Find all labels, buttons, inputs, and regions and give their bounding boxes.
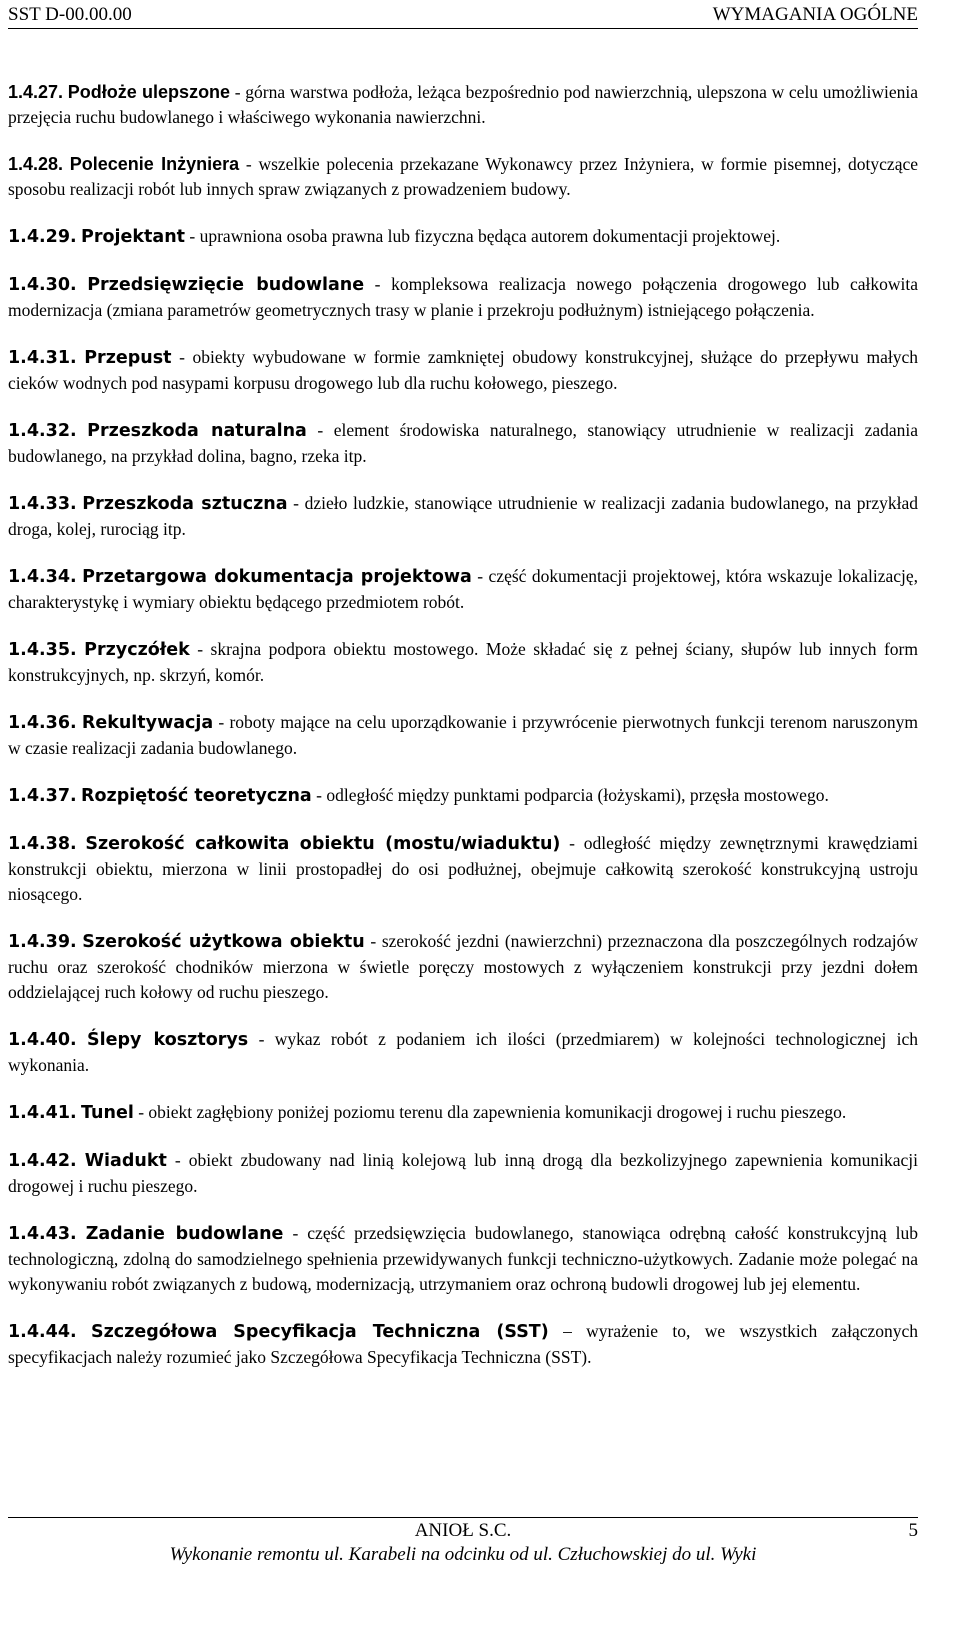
entry-term: Przeszkoda sztuczna [82, 494, 288, 514]
entry-definition: - wykaz robót z podaniem ich ilości (przedmiarem) w kolejności technologicznej ich wykonania. [8, 1029, 919, 1075]
header-spec-code: SST D-00.00.00 [8, 4, 132, 25]
entry-definition: - część przedsięwzięcia budowlanego, stanowiąca odrębną całość konstrukcyjną lub technologiczną, zdolną do samodzielnego spełnienia przewidywanych funkcji techniczno-użytkowych. Zadanie może polegać na wykonywaniu robót związanych z budową, modernizacją, utrzymaniem oraz ochroną budowli drogowej lub jej elementu. [8, 1223, 919, 1294]
entry-term: Polecenie Inżyniera [69, 154, 240, 174]
entry-number: 1.4.39. [8, 932, 77, 952]
entry-definition: – wyrażenie to, we wszystkich załączonych specyfikacjach należy rozumieć jako Szczegółowa Specyfikacja Techniczna (SST). [8, 1321, 919, 1367]
entry-term: Projektant [81, 227, 186, 247]
entry-term: Rekultywacja [81, 713, 214, 733]
entry-number: 1.4.40. [8, 1030, 77, 1050]
entry-term: Szczegółowa Specyfikacja Techniczna (SST) [91, 1322, 549, 1342]
definition-entry [8, 831, 918, 907]
definition-entry [8, 564, 918, 615]
entry-term: Szerokość użytkowa obiektu [82, 932, 365, 952]
entry-definition: - odległość między zewnętrznymi krawędziami konstrukcji obiektu, mierzona w linii prostopadłej do osi podłużnej, obejmuje całkowitą szerokość konstrukcyjną ustroju niosącego. [8, 833, 918, 904]
page-number: 5 [908, 1520, 918, 1541]
definition-entry [8, 80, 918, 130]
definition-entry [8, 710, 918, 761]
entry-number: 1.4.43. [8, 1224, 77, 1244]
definition-entry [8, 1027, 918, 1078]
entry-number: 1.4.28. [8, 154, 64, 174]
footer-company: ANIOŁ S.C. [414, 1520, 512, 1541]
entry-term: Przyczółek [84, 640, 190, 660]
entry-number: 1.4.38. [8, 834, 77, 854]
definition-entry [8, 1148, 918, 1199]
definition-entry [8, 345, 918, 396]
definition-entry [8, 152, 918, 202]
entry-term: Przedsięwzięcie budowlane [87, 275, 365, 295]
entry-number: 1.4.29. [8, 227, 77, 247]
document-page [8, 0, 918, 1642]
entry-definition: - roboty mające na celu uporządkowanie i przywrócenie pierwotnych funkcji terenom naruszonym w czasie realizacji zadania budowlanego. [8, 712, 919, 758]
entry-definition: - część dokumentacji projektowej, która wskazuje lokalizację, charakterystykę i wymiary obiektu będącego przedmiotem robót. [8, 566, 918, 612]
entry-number: 1.4.31. [8, 348, 77, 368]
entry-number: 1.4.33. [8, 494, 77, 514]
entry-definition: - kompleksowa realizacja nowego połączenia drogowego lub całkowita modernizacja (zmiana parametrów geometrycznych trasy w planie i przekroju podłużnym) istniejącego połączenia. [8, 274, 919, 320]
page-header [8, 2, 918, 29]
entry-definition: - wszelkie polecenia przekazane Wykonawcy przez Inżyniera, w formie pisemnej, dotyczące sposobu realizacji robót lub innych spraw związanych z prowadzeniem budowy. [8, 154, 919, 199]
header-section-title: WYMAGANIA OGÓLNE [712, 4, 918, 25]
entry-number: 1.4.44. [8, 1322, 77, 1342]
entry-definition: - dzieło ludzkie, stanowiące utrudnienie w realizacji zadania budowlanego, na przykład droga, kolej, rurociąg itp. [8, 493, 919, 539]
entry-number: 1.4.37. [8, 786, 77, 806]
footer-project-title: Wykonanie remontu ul. Karabeli na odcinku od ul. Człuchowskiej do ul. Wyki [169, 1544, 757, 1565]
entry-number: 1.4.41. [8, 1103, 77, 1123]
entry-definition: - obiekt zagłębiony poniżej poziomu terenu dla zapewnienia komunikacji drogowej i ruchu pieszego. [133, 1102, 847, 1122]
entry-term: Ślepy kosztorys [87, 1030, 249, 1050]
entry-number: 1.4.34. [8, 567, 77, 587]
definition-entry [8, 783, 918, 809]
definition-entry [8, 1319, 918, 1370]
entry-definition: - odległość między punktami podparcia (łożyskami), przęsła mostowego. [311, 785, 829, 805]
entry-number: 1.4.42. [8, 1151, 77, 1171]
entry-term: Przepust [84, 348, 172, 368]
entry-number: 1.4.27. [8, 82, 64, 102]
definition-entry [8, 637, 918, 688]
entry-definition: - obiekty wybudowane w formie zamkniętej obudowy konstrukcyjnej, służące do przepływu małych cieków wodnych pod nasypami korpusu drogowego lub dla ruchu kołowego, pieszego. [8, 347, 918, 393]
page-footer [8, 1517, 918, 1642]
entry-definition: - uprawniona osoba prawna lub fizyczna będąca autorem dokumentacji projektowej. [185, 226, 781, 246]
definition-entry [8, 272, 918, 323]
entry-term: Rozpiętość teoretyczna [81, 786, 312, 806]
definition-entry [8, 1221, 918, 1297]
definition-entry [8, 224, 918, 250]
entry-definition: - obiekt zbudowany nad linią kolejową lub inną drogą dla bezkolizyjnego zapewnienia komunikacji drogowej i ruchu pieszego. [8, 1150, 919, 1196]
definition-entry [8, 1100, 918, 1126]
entry-number: 1.4.35. [8, 640, 77, 660]
definition-entry [8, 491, 918, 542]
entry-definition: - skrajna podpora obiektu mostowego. Może składać się z pełnej ściany, słupów lub innych form konstrukcyjnych, np. skrzyń, komór. [8, 639, 918, 685]
entry-term: Podłoże ulepszone [67, 82, 231, 102]
definitions-list [8, 80, 918, 1392]
footer-divider [8, 1517, 918, 1518]
entry-definition: - element środowiska naturalnego, stanowiący utrudnienie w realizacji zadania budowlanego, na przykład dolina, bagno, rzeka itp. [8, 420, 918, 466]
entry-definition: - górna warstwa podłoża, leżąca bezpośrednio pod nawierzchnią, ulepszona w celu umożliwienia przejęcia ruchu budowlanego i właściwego wykonania nawierzchni. [8, 82, 918, 127]
entry-number: 1.4.32. [8, 421, 77, 441]
entry-term: Tunel [81, 1103, 134, 1123]
entry-number: 1.4.30. [8, 275, 77, 295]
definition-entry [8, 418, 918, 469]
entry-term: Wiadukt [84, 1151, 167, 1171]
entry-term: Przetargowa dokumentacja projektowa [82, 567, 472, 587]
entry-term: Szerokość całkowita obiektu (mostu/wiaduktu) [85, 834, 561, 854]
definition-entry [8, 929, 918, 1005]
entry-definition: - szerokość jezdni (nawierzchni) przeznaczona dla poszczególnych rodzajów ruchu oraz szerokość chodników mierzona w świetle poręczy mostowych z wyłączeniem konstrukcji przy jezdni dołem oddzielającej ruch kołowy od ruchu pieszego. [8, 931, 918, 1002]
entry-term: Zadanie budowlane [85, 1224, 284, 1244]
entry-term: Przeszkoda naturalna [87, 421, 307, 441]
entry-number: 1.4.36. [8, 713, 77, 733]
